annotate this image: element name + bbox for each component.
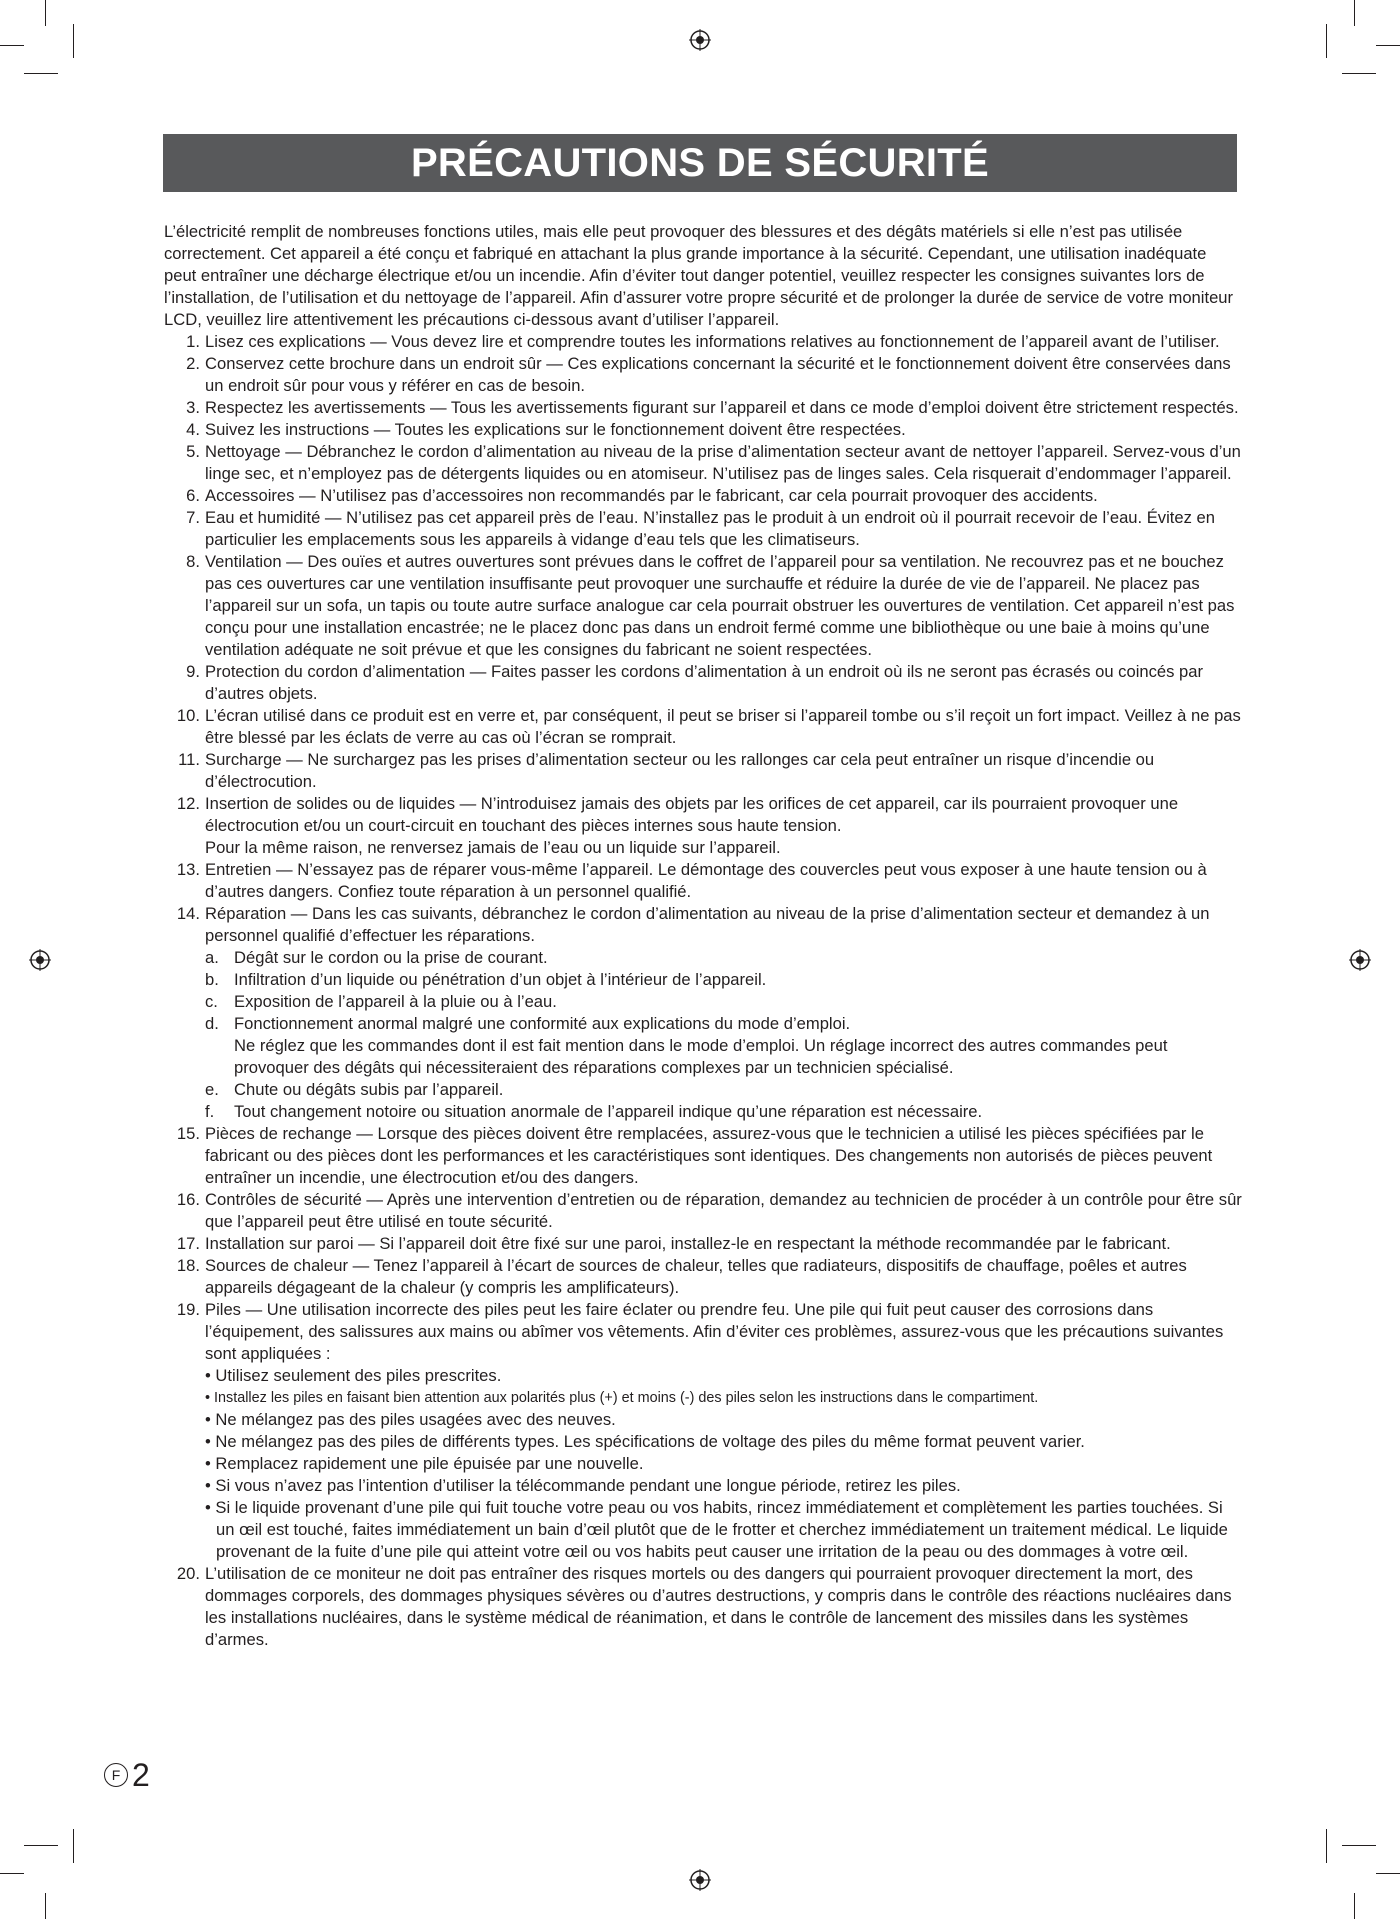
item-number: 10. bbox=[176, 706, 200, 725]
item-number: 16. bbox=[176, 1190, 200, 1209]
sub-item-letter: b. bbox=[205, 970, 219, 989]
item-text: Entretien — N’essayez pas de réparer vous-même l’appareil. Le démontage des couvercles peut vous exposer à une haute tension ou à d’autres dangers. Confiez toute réparation à un personnel qualifié. bbox=[205, 860, 1207, 901]
registration-mark-icon bbox=[29, 949, 51, 971]
sub-item-text: Infiltration d’un liquide ou pénétration d’un objet à l’intérieur de l’appareil. bbox=[234, 970, 767, 989]
item-number: 12. bbox=[176, 794, 200, 813]
item-number: 15. bbox=[176, 1124, 200, 1143]
list-item bbox=[164, 507, 1242, 551]
sub-item bbox=[205, 1079, 1242, 1101]
crop-mark bbox=[1376, 1873, 1400, 1874]
item-number: 8. bbox=[186, 552, 200, 571]
crop-mark bbox=[1342, 1845, 1376, 1846]
bullet-item: • Si le liquide provenant d’une pile qui fuit touche votre peau ou vos habits, rincez immédiatement et complètement les parties touchées. Si un œil est touché, faites immédiatement un bain d’œil plutôt que de le frotter et cherchez immédiatement un traitement médical. Le liquide provenant de la fuite d’une pile qui atteint votre œil ou vos habits peut causer une irritation de la peau ou des dommages à votre œil. bbox=[205, 1498, 1228, 1561]
sub-item-text: Exposition de l’appareil à la pluie ou à l’eau. bbox=[234, 992, 557, 1011]
page-title: PRÉCAUTIONS DE SÉCURITÉ bbox=[163, 134, 1237, 192]
item-number: 5. bbox=[186, 442, 200, 461]
item-text: Ventilation — Des ouïes et autres ouvertures sont prévues dans le coffret de l’appareil pour sa ventilation. Ne recouvrez pas et ne bouchez pas ces ouvertures car une ventilation insuffisante peut provoquer une surchauffe et réduire la durée de vie de l’appareil. Ne placez pas l’appareil sur un sofa, un tapis ou toute autre surface analogue car cela pourrait obstruer les ouvertures de ventilation. Cet appareil n’est pas conçu pour une installation encastrée; ne le placez donc pas dans un endroit fermé comme une bibliothèque ou une baie à moins qu’une ventilation adéquate ne soit prévue et que les consignes du fabricant ne soient respectées. bbox=[205, 552, 1235, 659]
item-number: 2. bbox=[186, 354, 200, 373]
item-number: 20. bbox=[176, 1564, 200, 1583]
crop-mark bbox=[1376, 45, 1400, 46]
item-number: 1. bbox=[186, 332, 200, 351]
list-item bbox=[164, 551, 1242, 661]
item-number: 3. bbox=[186, 398, 200, 417]
crop-mark bbox=[0, 45, 24, 46]
list-item bbox=[164, 859, 1242, 903]
sub-item bbox=[205, 947, 1242, 969]
item-text: Nettoyage — Débranchez le cordon d’alimentation au niveau de la prise d’alimentation secteur avant de nettoyer l’appareil. Servez-vous d’un linge sec, et n’employez pas de détergents liquides ou en atomiseur. N’utilisez pas de linges sales. Cela risquerait d’endommager l’appareil. bbox=[205, 442, 1241, 483]
item-text: L’utilisation de ce moniteur ne doit pas entraîner des risques mortels ou des dangers qui pourraient provoquer directement la mort, des dommages corporels, des dommages physiques sévères ou d’autres destructions, y compris dans le contrôle des réactions nucléaires dans les installations nucléaires, dans le système médical de réanimation, et dans le contrôle de lancement des missiles dans les systèmes d’armes. bbox=[205, 1564, 1232, 1649]
list-item bbox=[164, 441, 1242, 485]
list-item bbox=[164, 397, 1242, 419]
item-number: 19. bbox=[176, 1300, 200, 1319]
item-number: 9. bbox=[186, 662, 200, 681]
list-item bbox=[164, 419, 1242, 441]
sub-item-letter: c. bbox=[205, 992, 218, 1011]
item-text: Respectez les avertissements — Tous les avertissements figurant sur l’appareil et dans ce mode d’emploi doivent être strictement respectés. bbox=[205, 398, 1239, 417]
crop-mark bbox=[1354, 0, 1355, 26]
item-number: 13. bbox=[176, 860, 200, 879]
item-text: Protection du cordon d’alimentation — Faites passer les cordons d’alimentation à un endroit où ils ne seront pas écrasés ou coincés par d’autres objets. bbox=[205, 662, 1204, 703]
crop-mark bbox=[24, 73, 58, 74]
item-number: 18. bbox=[176, 1256, 200, 1275]
sub-item-text-continued: Ne réglez que les commandes dont il est fait mention dans le mode d’emploi. Un réglage incorrect des autres commandes peut provoquer des dégâts qui nécessiteraient des réparations complexes par un technicien spécialisé. bbox=[234, 1036, 1168, 1077]
list-item bbox=[164, 793, 1242, 859]
crop-mark bbox=[45, 0, 46, 26]
item-number: 4. bbox=[186, 420, 200, 439]
crop-mark bbox=[73, 1829, 74, 1863]
list-item bbox=[164, 485, 1242, 507]
item-number: 14. bbox=[176, 904, 200, 923]
page-footer bbox=[104, 1759, 150, 1791]
sub-item bbox=[205, 1013, 1242, 1079]
sub-item-text: Tout changement notoire ou situation anormale de l’appareil indique qu’une réparation est nécessaire. bbox=[234, 1102, 983, 1121]
item-text-continued: Pour la même raison, ne renversez jamais de l’eau ou un liquide sur l’appareil. bbox=[205, 838, 781, 857]
item-number: 17. bbox=[176, 1234, 200, 1253]
bullet-item: • Installez les piles en faisant bien attention aux polarités plus (+) et moins (-) des piles selon les instructions dans le compartiment. bbox=[205, 1390, 1039, 1406]
safety-text bbox=[164, 221, 1242, 1651]
registration-mark-icon bbox=[689, 1869, 711, 1891]
bullet-item: • Si vous n’avez pas l’intention d’utiliser la télécommande pendant une longue période, retirez les piles. bbox=[205, 1476, 961, 1495]
intro-paragraph: L’électricité remplit de nombreuses fonctions utiles, mais elle peut provoquer des blessures et des dégâts matériels si elle n’est pas utilisée correctement. Cet appareil a été conçu et fabriqué en attachant la plus grande importance à la sécurité. Cependant, une utilisation inadéquate peut entraîner une décharge électrique et/ou un incendie. Afin d’éviter tout danger potentiel, veuillez respecter les consignes suivantes lors de l’installation, de l’utilisation et du nettoyage de l’appareil. Afin d’assurer votre propre sécurité et de prolonger la durée de service de votre moniteur LCD, veuillez lire attentivement les précautions ci-dessous avant d’utiliser l’appareil. bbox=[164, 222, 1234, 329]
crop-mark bbox=[73, 24, 74, 58]
list-item bbox=[164, 749, 1242, 793]
item-text: Piles — Une utilisation incorrecte des piles peut les faire éclater ou prendre feu. Une pile qui fuit peut causer des corrosions dans l’équipement, des salissures aux mains ou abîmer vos vêtements. Afin d’éviter ces problèmes, assurez-vous que les précautions suivantes sont appliquées : bbox=[205, 1300, 1224, 1363]
sub-item bbox=[205, 969, 1242, 991]
crop-mark bbox=[0, 1873, 24, 1874]
registration-mark-icon bbox=[689, 29, 711, 51]
list-item bbox=[164, 1189, 1242, 1233]
list-item bbox=[164, 1563, 1242, 1651]
bullet-item: • Ne mélangez pas des piles usagées avec des neuves. bbox=[205, 1410, 616, 1429]
item-text: Sources de chaleur — Tenez l’appareil à l’écart de sources de chaleur, telles que radiateurs, dispositifs de chauffage, poêles et autres appareils dégageant de la chaleur (y compris les amplificateurs). bbox=[205, 1256, 1187, 1297]
item-text: Contrôles de sécurité — Après une intervention d’entretien ou de réparation, demandez au technicien de procéder à un contrôle pour être sûr que l’appareil peut être utilisé en toute sécurité. bbox=[205, 1190, 1242, 1231]
item-text: Lisez ces explications — Vous devez lire et comprendre toutes les informations relatives au fonctionnement de l’appareil avant de l’utiliser. bbox=[205, 332, 1220, 351]
item-text: Accessoires — N’utilisez pas d’accessoires non recommandés par le fabricant, car cela pourrait provoquer des accidents. bbox=[205, 486, 1098, 505]
crop-mark bbox=[1326, 1829, 1327, 1863]
sub-item bbox=[205, 991, 1242, 1013]
item-number: 11. bbox=[178, 750, 200, 769]
item-text: Eau et humidité — N’utilisez pas cet appareil près de l’eau. N’installez pas le produit à un endroit où il pourrait recevoir de l’eau. Évitez en particulier les emplacements sous les appareils à vidange d’eau tels que les climatiseurs. bbox=[205, 508, 1215, 549]
sub-item-letter: d. bbox=[205, 1014, 219, 1033]
crop-mark bbox=[1342, 73, 1376, 74]
list-item bbox=[164, 1255, 1242, 1299]
item-text: Pièces de rechange — Lorsque des pièces doivent être remplacées, assurez-vous que le technicien a utilisé les pièces spécifiées par le fabricant ou des pièces dont les performances et les caractéristiques sont identiques. Des changements non autorisés de pièces peuvent entraîner un incendie, une électrocution et/ou des dangers. bbox=[205, 1124, 1213, 1187]
bullet-item: • Ne mélangez pas des piles de différents types. Les spécifications de voltage des piles du même format peuvent varier. bbox=[205, 1432, 1085, 1451]
list-item bbox=[164, 1123, 1242, 1189]
item-text: Conservez cette brochure dans un endroit sûr — Ces explications concernant la sécurité et le fonctionnement doivent être conservées dans un endroit sûr pour vous y référer en cas de besoin. bbox=[205, 354, 1231, 395]
sub-item-text: Dégât sur le cordon ou la prise de courant. bbox=[234, 948, 548, 967]
item-text: Surcharge — Ne surchargez pas les prises d’alimentation secteur ou les rallonges car cela peut entraîner un risque d’incendie ou d’électrocution. bbox=[205, 750, 1155, 791]
crop-mark bbox=[45, 1893, 46, 1919]
sub-item-text: Fonctionnement anormal malgré une conformité aux explications du mode d’emploi. bbox=[234, 1014, 851, 1033]
item-number: 6. bbox=[186, 486, 200, 505]
registration-mark-icon bbox=[1349, 949, 1371, 971]
list-item bbox=[164, 353, 1242, 397]
bullet-item: • Remplacez rapidement une pile épuisée par une nouvelle. bbox=[205, 1454, 644, 1473]
list-item bbox=[164, 1299, 1242, 1563]
list-item bbox=[164, 903, 1242, 1123]
list-item bbox=[164, 705, 1242, 749]
language-mark: F bbox=[104, 1763, 128, 1787]
item-text: L’écran utilisé dans ce produit est en verre et, par conséquent, il peut se briser si l’appareil tombe ou s’il reçoit un fort impact. Veillez à ne pas être blessé par les éclats de verre au cas où l’écran se romprait. bbox=[205, 706, 1241, 747]
list-item bbox=[164, 661, 1242, 705]
crop-mark bbox=[1326, 24, 1327, 58]
item-number: 7. bbox=[186, 508, 200, 527]
item-text: Réparation — Dans les cas suivants, débranchez le cordon d’alimentation au niveau de la prise d’alimentation secteur et demandez à un personnel qualifié d’effectuer les réparations. bbox=[205, 904, 1210, 945]
sub-item-letter: a. bbox=[205, 948, 219, 967]
sub-item-letter: f. bbox=[205, 1102, 215, 1121]
crop-mark bbox=[1354, 1893, 1355, 1919]
item-text: Installation sur paroi — Si l’appareil doit être fixé sur une paroi, installez-le en respectant la méthode recommandée par le fabricant. bbox=[205, 1234, 1171, 1253]
sub-item bbox=[205, 1101, 1242, 1123]
item-text: Insertion de solides ou de liquides — N’introduisez jamais des objets par les orifices de cet appareil, car ils pourraient provoquer une électrocution et/ou un court-circuit en touchant des pièces internes sous haute tension. bbox=[205, 794, 1179, 835]
bullet-item: • Utilisez seulement des piles prescrites. bbox=[205, 1366, 502, 1385]
list-item bbox=[164, 1233, 1242, 1255]
crop-mark bbox=[24, 1845, 58, 1846]
item-text: Suivez les instructions — Toutes les explications sur le fonctionnement doivent être respectées. bbox=[205, 420, 906, 439]
sub-item-text: Chute ou dégâts subis par l’appareil. bbox=[234, 1080, 504, 1099]
sub-item-letter: e. bbox=[205, 1080, 219, 1099]
list-item bbox=[164, 331, 1242, 353]
page-number: 2 bbox=[132, 1757, 150, 1793]
